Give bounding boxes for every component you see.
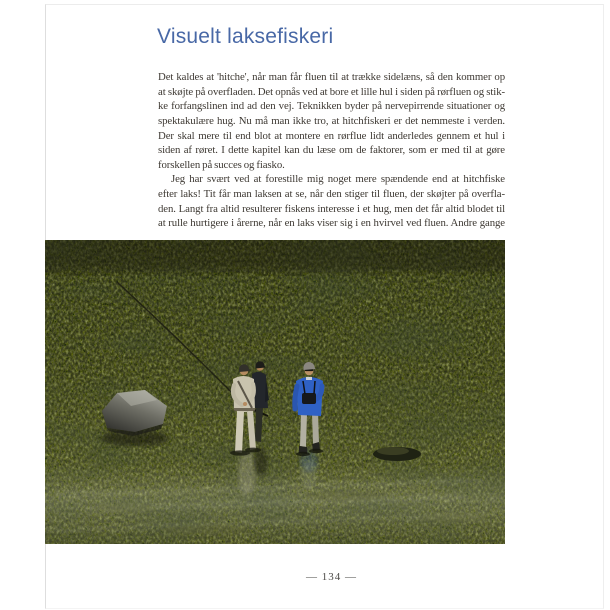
chapter-title: Visuelt laksefiskeri <box>157 25 334 49</box>
text-line: efter laks! Tit får man laksen at se, når den stiger til fluen, der skøjter på overfla- <box>158 188 505 200</box>
text-line: forskellen på succes og fiasko. <box>158 158 285 171</box>
text-line: spektakulære hug. Nu må man ikke tro, at hitchfiskeri er det nemmeste i verden. <box>158 114 505 127</box>
river-photo-art <box>45 240 505 544</box>
text-line: at rulle hurtigere i årerne, når en laks viser sig i en hvirvel ved fluen. Andre gange <box>158 217 505 230</box>
river-photo <box>45 240 505 544</box>
small-rock <box>373 447 421 461</box>
text-line: siden af røret. I dette kapitel kan du læse om de faktorer, som er med til at gøre <box>158 144 505 157</box>
water <box>45 240 505 544</box>
text-line: at skøjte på overfladen. Det opnås ved at bore et lille hul i siden på rørfluen og stik- <box>158 85 505 98</box>
body-text <box>158 70 505 231</box>
text-line: den. Langt fra altid resulterer fiskens interesse i et hug, men det får altid blodet til <box>158 202 505 215</box>
text-line: Jeg har svært ved at forestille mig noget mere spændende end at hitchfiske <box>171 173 505 186</box>
text-line: Det kaldes at 'hitche', når man får fluen til at trække sidelæns, så den kommer op <box>158 71 505 83</box>
text-line: Der skal mere til end blot at montere en rørflue lidt anderledes gennem et hul i <box>158 129 505 142</box>
page-number: — 134 — <box>306 571 357 583</box>
text-line: ke forfangslinen ind ad den vej. Teknikken byder på nervepirrende situationer og <box>158 100 505 113</box>
